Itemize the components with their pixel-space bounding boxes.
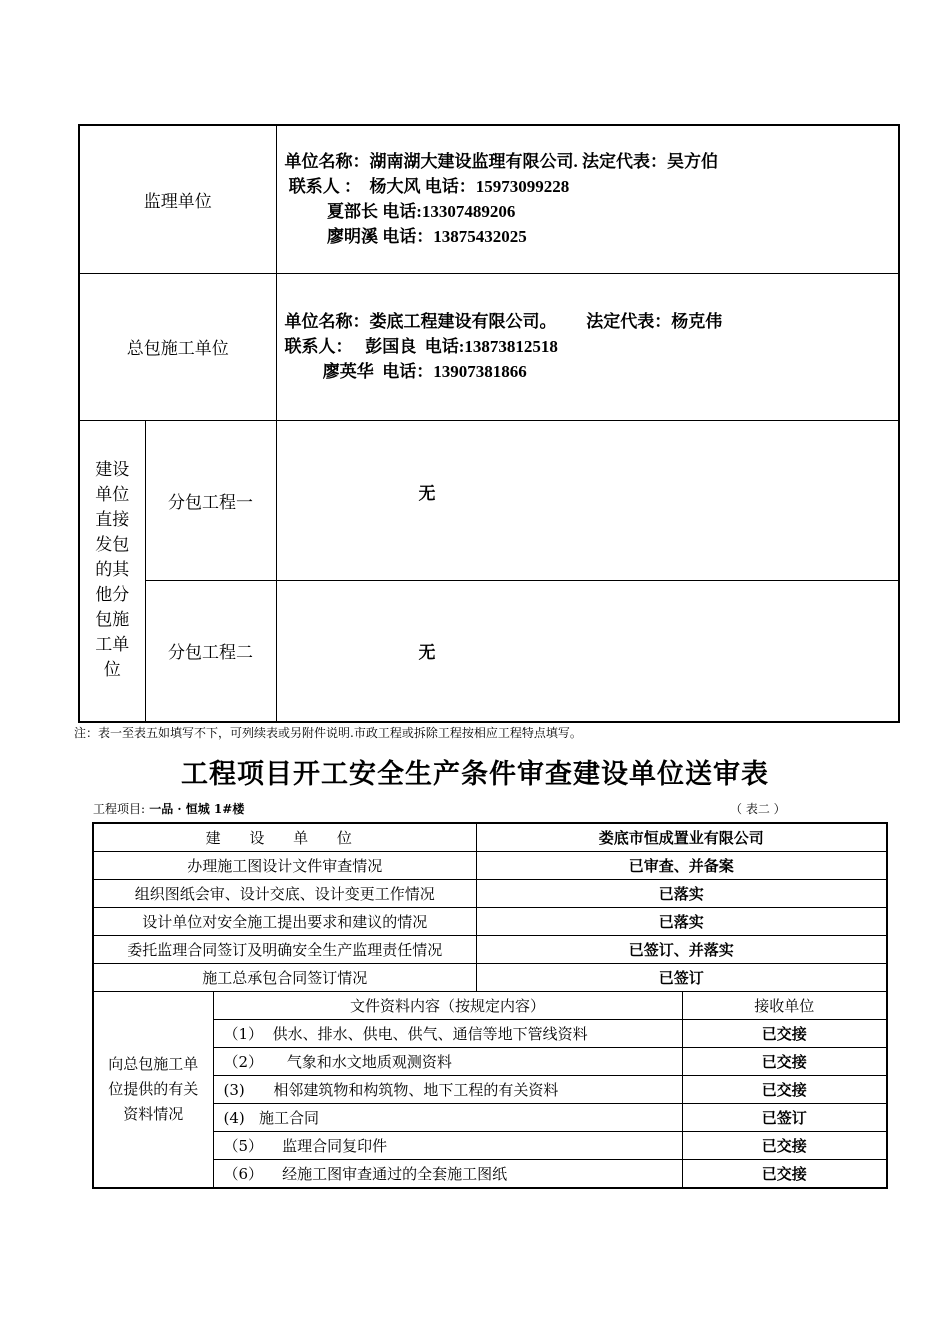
docs-side-line: 位提供的有关	[108, 1080, 199, 1098]
supervision-line: 廖明溪 电话：13875432025	[284, 227, 527, 247]
row-value: 已落实	[476, 908, 887, 936]
general-contractor-line: 单位名称：娄底工程建设有限公司。 法定代表：杨克伟	[284, 312, 723, 331]
review-table	[92, 822, 888, 1189]
doc-item: (4) 施工合同	[213, 1104, 682, 1132]
supervision-label: 监理单位	[79, 125, 276, 273]
row-label: 委托监理合同签订及明确安全生产监理责任情况	[93, 936, 476, 964]
doc-status: 已交接	[682, 1132, 887, 1160]
unit-info-table	[78, 124, 900, 723]
sub2-label: 分包工程二	[145, 580, 276, 722]
doc-status: 已交接	[682, 1020, 887, 1048]
vlabel-char: 单位	[95, 485, 130, 506]
docs-side-label	[93, 992, 213, 1189]
doc-item: （1） 供水、排水、供电、供气、通信等地下管线资料	[213, 1020, 682, 1048]
doc-item: (3) 相邻建筑物和构筑物、地下工程的有关资料	[213, 1076, 682, 1104]
vlabel-char: 的其	[95, 560, 130, 581]
doc-status: 已交接	[682, 1076, 887, 1104]
vlabel-char: 位	[103, 660, 121, 681]
row-value: 已签订	[476, 964, 887, 992]
vlabel-char: 直接	[95, 510, 130, 531]
project-name: 一品 · 恒城 1#楼	[145, 802, 245, 816]
sub1-label: 分包工程一	[145, 420, 276, 580]
row-label: 建 设 单 位	[93, 823, 476, 852]
doc-item: （6） 经施工图审查通过的全套施工图纸	[213, 1160, 682, 1189]
other-subcontractors-label	[79, 420, 145, 722]
doc-item: （5） 监理合同复印件	[213, 1132, 682, 1160]
general-contractor-line: 廖英华 电话：13907381866	[284, 362, 527, 381]
docs-content-header: 文件资料内容（按规定内容）	[213, 992, 682, 1020]
general-contractor-label: 总包施工单位	[79, 273, 276, 420]
footnote: 注：表一至表五如填写不下，可列续表或另附件说明.市政工程或拆除工程按相应工程特点填写。	[74, 726, 582, 740]
doc-item: （2） 气象和水文地质观测资料	[213, 1048, 682, 1076]
vlabel-char: 发包	[95, 535, 130, 556]
table-number: （ 表二 ）	[730, 802, 786, 816]
sub2-value: 无	[276, 580, 899, 722]
supervision-line: 夏部长 电话:13307489206	[284, 202, 516, 222]
vlabel-char: 包施	[95, 610, 130, 631]
supervision-info	[276, 125, 899, 273]
vlabel-char: 工单	[95, 635, 130, 656]
docs-side-line: 资料情况	[123, 1105, 184, 1123]
doc-status: 已交接	[682, 1048, 887, 1076]
doc-status: 已交接	[682, 1160, 887, 1189]
row-value: 已签订、并落实	[476, 936, 887, 964]
row-value: 已落实	[476, 880, 887, 908]
row-label: 组织图纸会审、设计交底、设计变更工作情况	[93, 880, 476, 908]
vlabel-char: 他分	[95, 585, 130, 606]
page-title: 工程项目开工安全生产条件审查建设单位送审表	[181, 759, 769, 789]
row-label: 施工总承包合同签订情况	[93, 964, 476, 992]
supervision-line: 单位名称：湖南湖大建设监理有限公司. 法定代表：吴方伯	[284, 152, 718, 172]
docs-receiver-header: 接收单位	[682, 992, 887, 1020]
general-contractor-info	[276, 273, 899, 420]
vlabel-char: 建设	[95, 460, 130, 481]
row-label: 设计单位对安全施工提出要求和建议的情况	[93, 908, 476, 936]
doc-status: 已签订	[682, 1104, 887, 1132]
sub1-value: 无	[276, 420, 899, 580]
row-value: 娄底市恒成置业有限公司	[476, 823, 887, 852]
general-contractor-line: 联系人： 彭国良 电话:13873812518	[284, 337, 558, 356]
supervision-line: 联系人 ： 杨大风 电话：15973099228	[284, 177, 570, 197]
row-value: 已审查、并备案	[476, 852, 887, 880]
row-label: 办理施工图设计文件审查情况	[93, 852, 476, 880]
project-label: 工程项目:	[93, 802, 146, 816]
docs-side-line: 向总包施工单	[108, 1055, 199, 1073]
project-line	[93, 800, 244, 817]
